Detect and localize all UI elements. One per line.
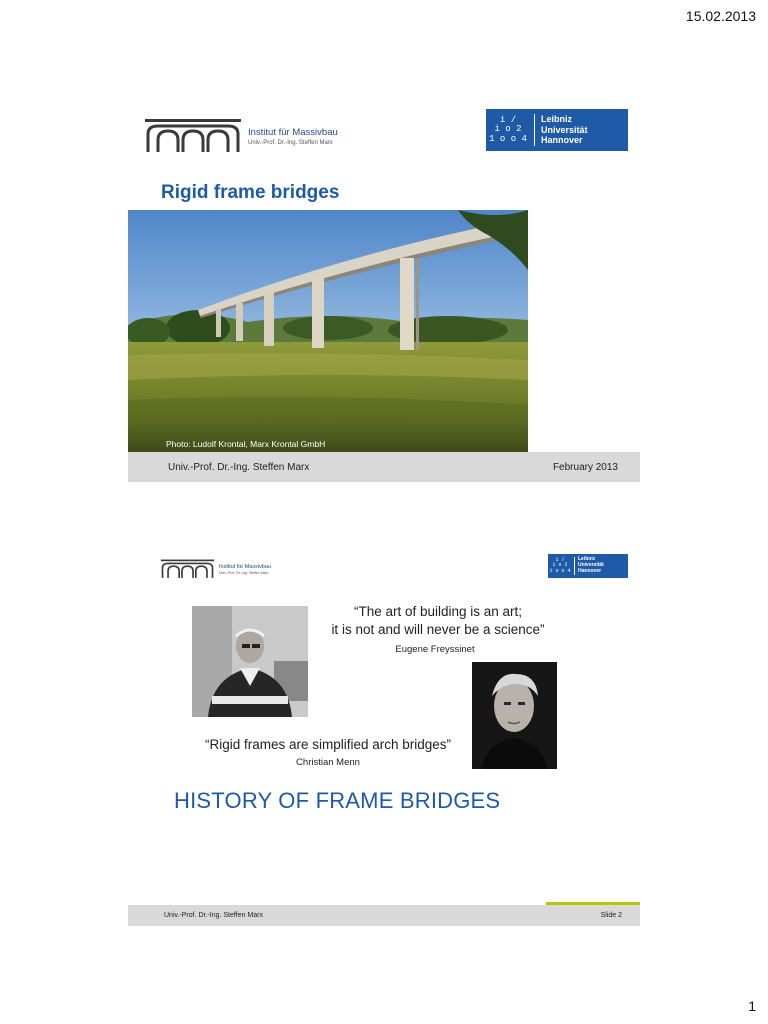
- slide2-footer: [128, 905, 640, 926]
- slide-2: [128, 545, 640, 928]
- arches-logo-icon: [144, 118, 242, 154]
- luh-word-hannover: Hannover: [541, 135, 583, 146]
- luh-glyph-icon: i / i o 2 1 o o 4: [549, 557, 571, 574]
- bridge-photo: [128, 210, 528, 453]
- luh-glyph-icon: i / i o 2 1 o o 4: [489, 114, 527, 144]
- quote-menn-author: Christian Menn: [296, 757, 360, 768]
- arches-logo-icon: [160, 559, 215, 579]
- slide2-footer-number: Slide 2: [600, 912, 622, 919]
- slide2-footer-author: Univ.-Prof. Dr.-Ing. Steffen Marx: [164, 912, 263, 919]
- institute-name-small: Institut für Massivbau: [219, 563, 271, 570]
- luh-word-universitaet: Universität: [541, 124, 588, 135]
- quote-menn: “Rigid frames are simplified arch bridges”: [204, 737, 452, 752]
- institute-logo-small: [160, 559, 271, 579]
- slide1-footer: [128, 452, 640, 482]
- luh-word-leibniz: Leibniz: [541, 114, 572, 125]
- leibniz-university-logo: [486, 109, 628, 151]
- slide2-title: HISTORY OF FRAME BRIDGES: [174, 788, 501, 813]
- slide1-footer-date: February 2013: [552, 461, 618, 473]
- photo-credit: Photo: Ludolf Krontal, Marx Krontal GmbH: [166, 439, 326, 449]
- institute-name: Institut für Massivbau: [248, 126, 338, 138]
- institute-subtitle: Univ.-Prof. Dr.-Ing. Steffen Marx: [248, 139, 333, 146]
- page-number: 1: [748, 998, 756, 1014]
- menn-portrait: [472, 662, 557, 769]
- slide-1: [128, 100, 640, 482]
- quote-freyssinet: “The art of building is an art; it is not and will never be a science”: [331, 604, 545, 638]
- slide1-title: Rigid frame bridges: [161, 182, 340, 203]
- freyssinet-portrait: [192, 606, 308, 717]
- leibniz-university-logo-small: i / i o 2 1 o o 4 Leibniz Universität Hannover: [548, 554, 628, 578]
- slide1-footer-author: Univ.-Prof. Dr.-Ing. Steffen Marx: [168, 461, 310, 473]
- institute-subtitle-small: Univ.-Prof. Dr.-Ing. Steffen Marx: [219, 570, 269, 575]
- quote-freyssinet-author: Eugene Freyssinet: [395, 644, 475, 655]
- print-date: 15.02.2013: [685, 8, 756, 24]
- institute-logo: [144, 118, 338, 154]
